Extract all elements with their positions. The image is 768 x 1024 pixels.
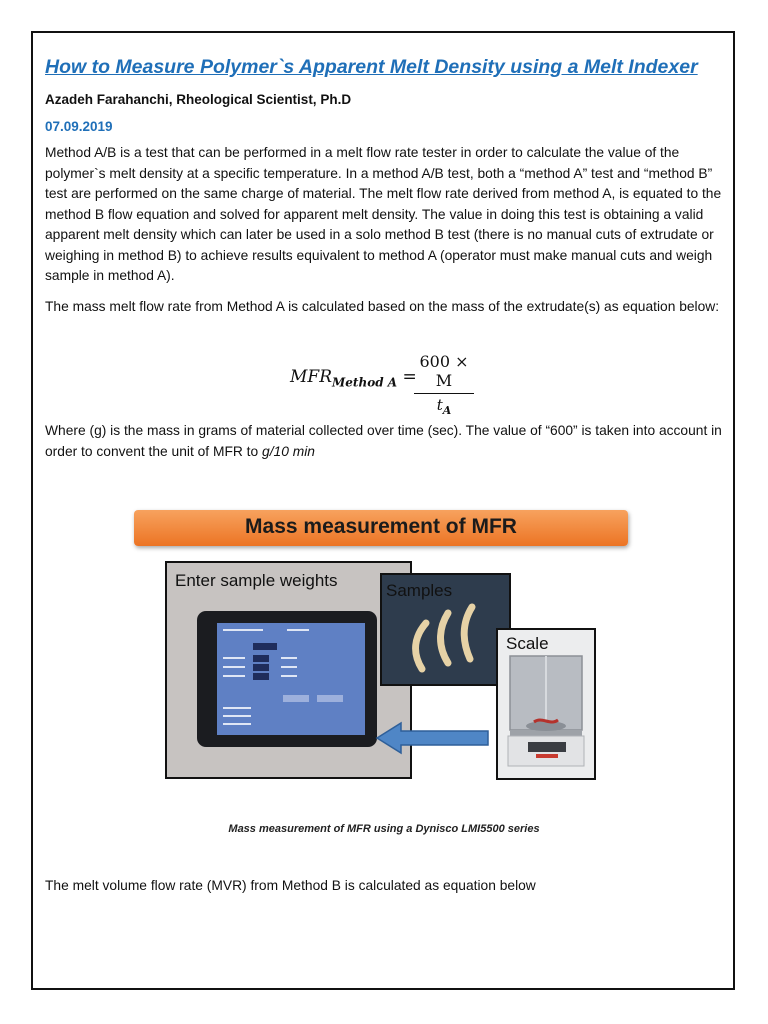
article-title[interactable]: How to Measure Polymer`s Apparent Melt Density using a Melt Indexer [45, 56, 698, 78]
tablet-screen [217, 623, 365, 735]
equation-numerator: 600 × M [419, 352, 469, 390]
fraction-bar [414, 393, 474, 394]
paragraph-units: Where (g) is the mass in grams of material collected over time (sec). The value of “600” is taken into account in order to convent the unit of MFR to g/10 min [45, 423, 722, 459]
tablet-device [197, 611, 377, 747]
figure-caption: Mass measurement of MFR using a Dynisco LMI5500 series [228, 823, 540, 835]
equation-fraction [414, 352, 474, 417]
balance-scale-icon [498, 630, 596, 780]
paragraph-method-a: The mass melt flow rate from Method A is calculated based on the mass of the extrudate(s) as equation below: [45, 299, 720, 314]
left-arrow-icon [375, 721, 490, 755]
author-line: Azadeh Farahanchi, Rheological Scientist, Ph.D [45, 92, 352, 107]
figure-banner: Mass measurement of MFR [134, 510, 628, 546]
unit-text: g/10 min [262, 443, 315, 459]
samples-photo [380, 573, 511, 686]
label-samples: Samples [386, 581, 453, 600]
mfr-equation [286, 352, 486, 417]
publish-date: 07.09.2019 [45, 119, 113, 134]
paragraph-mvr: The melt volume flow rate (MVR) from Method B is calculated as equation below [45, 878, 536, 893]
label-enter-weights: Enter sample weights [175, 571, 338, 590]
equation-denominator: $t_A$ [436, 396, 452, 417]
paragraph-intro: Method A/B is a test that can be performed in a melt flow rate tester in order to calculate the value of the polymer`s melt density at a specific temperature. In a method A/B test, both a “method A” test and “method B” test are performed on the same charge of material. The melt flow rate derived from method A, is equated to the method B flow equation and solved for apparent melt density. The value in doing this test is obtaining a valid apparent melt density which can later be used in a solo method B test (there is no manual cuts of extrudate or weighing in method B) to achieve results equivalent to method A (operator must make manual cuts and weigh sample in method A). [45, 145, 722, 283]
label-scale: Scale [506, 634, 549, 653]
extrudate-samples-icon [382, 575, 511, 686]
equation-lhs: $MFR_{Method A}$ = [290, 367, 417, 390]
scale-photo [496, 628, 596, 780]
